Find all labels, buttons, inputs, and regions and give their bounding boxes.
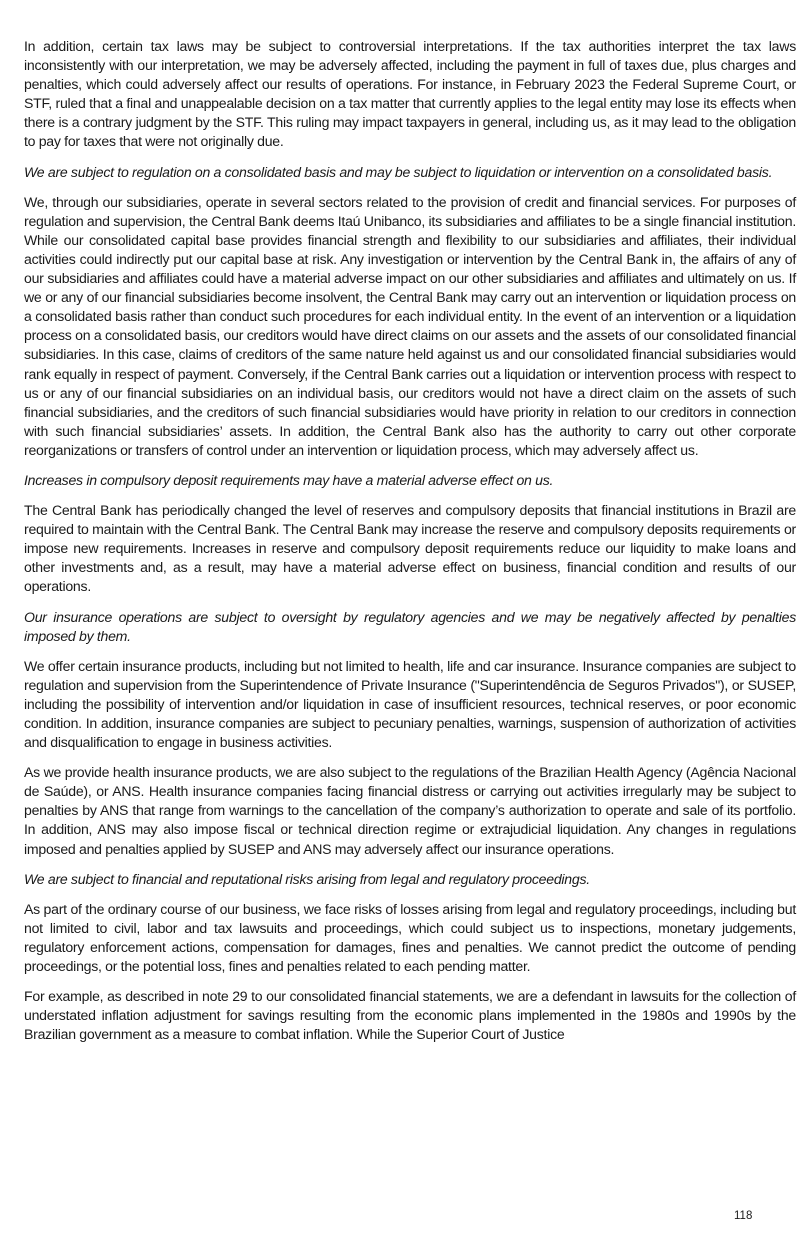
page-number: 118 [734,1210,753,1222]
section-heading-insurance-oversight: Our insurance operations are subject to oversight by regulatory agencies and we may be negatively affected by penalties imposed by them. [24,608,796,644]
section-heading-legal-proceedings: We are subject to financial and reputational risks arising from legal and regulatory proceedings. [24,870,590,887]
paragraph-economic-plans-example: For example, as described in note 29 to our consolidated financial statements, we are a defendant in lawsuits for the collection of understated inflation adjustment for savings resulting from the economic plans implemented in the 1980s and 1990s by the Brazilian government as a measure to combat inflation. While the Superior Court of Justice [24,988,796,1043]
paragraph-consolidated-regulation: We, through our subsidiaries, operate in several sectors related to the provision of credit and financial services. For purposes of regulation and supervision, the Central Bank deems Itaú Unibanco, its subsidiaries and affiliates to be a single financial institution. While our consolidated capital base provides financial strength and flexibility to our subsidiaries and affiliates, their individual activities could indirectly put our capital base at risk. Any investigation or intervention by the Central Bank in, the affairs of any of our subsidiaries and affiliates could have a material adverse impact on our other subsidiaries and affiliates and ultimately on us. If we or any of our financial subsidiaries become insolvent, the Central Bank may carry out an intervention or liquidation process on a consolidated basis rather than conduct such procedures for each individual entity. In the event of an intervention or a liquidation process on a consolidated basis, our creditors would have direct claims on our assets and the assets of our consolidated financial subsidiaries. In this case, claims of creditors of the same nature held against us and our consolidated financial subsidiaries would rank equally in respect of payment. Conversely, if the Central Bank carries out a liquidation or intervention process with respect to us or any of our financial subsidiaries on an individual basis, our creditors would not have a direct claim on the assets of such financial subsidiaries, and the creditors of such financial subsidiaries would have priority in relation to our creditors in connection with such financial subsidiaries’ assets. In addition, the Central Bank also has the authority to carry out other corporate reorganizations or transfers of control under an intervention or liquidation process, which may adversely affect us. [24,193,796,458]
paragraph-legal-proceedings: As part of the ordinary course of our business, we face risks of losses arising from legal and regulatory proceedings, including but not limited to civil, labor and tax lawsuits and proceedings, which could subject us to inspections, monetary judgements, regulatory enforcement actions, compensation for damages, fines and penalties. We cannot predict the outcome of pending proceedings, or the potential loss, fines and penalties related to each pending matter. [24,900,796,975]
paragraph-insurance-products: We offer certain insurance products, including but not limited to health, life and car insurance. Insurance companies are subject to regulation and supervision from the Superintendence of Private Insurance ("Superintendência de Seguros Privados"), or SUSEP, including the possibility of intervention and/or liquidation in case of insufficient resources, technical reserves, or poor economic condition. In addition, insurance companies are subject to pecuniary penalties, warnings, suspension of authorization of activities and disqualification to engage in business activities. [24,657,796,751]
paragraph-health-insurance: As we provide health insurance products, we are also subject to the regulations of the Brazilian Health Agency (Agência Nacional de Saúde), or ANS. Health insurance companies facing financial distress or carrying out activities irregularly may be subject to penalties by ANS that range from warnings to the cancellation of the company’s authorization to operate and sale of its portfolio. In addition, ANS may also impose fiscal or technical direction regime or extrajudicial liquidation. Any changes in regulations imposed and penalties applied by SUSEP and ANS may adversely affect our insurance operations. [24,764,796,857]
paragraph-tax-interpretations: In addition, certain tax laws may be subject to controversial interpretations. If the tax authorities interpret the tax laws inconsistently with our interpretation, we may be adversely affected, including the payment in full of taxes due, plus charges and penalties, which could adversely affect our results of operations. For instance, in February 2023 the Federal Supreme Court, or STF, ruled that a final and unappealable decision on a tax matter that currently applies to the legal entity may lose its effects when there is a contrary judgment by the STF. This ruling may impact taxpayers in general, including us, as it may lead to the obligation to pay for taxes that were not originally due. [24,38,796,150]
section-heading-compulsory-deposits: Increases in compulsory deposit requirements may have a material adverse effect on us. [24,471,554,488]
paragraph-compulsory-deposits: The Central Bank has periodically changed the level of reserves and compulsory deposits that financial institutions in Brazil are required to maintain with the Central Bank. The Central Bank may increase the reserve and compulsory deposits requirements or impose new requirements. Increases in reserve and compulsory deposit requirements reduce our liquidity to make loans and other investments and, as a result, may have a material adverse effect on business, financial condition and results of our operations. [24,502,796,595]
document-page [24,37,796,1055]
section-heading-consolidated-regulation: We are subject to regulation on a consolidated basis and may be subject to liquidation or intervention on a consolidated basis. [24,163,773,180]
